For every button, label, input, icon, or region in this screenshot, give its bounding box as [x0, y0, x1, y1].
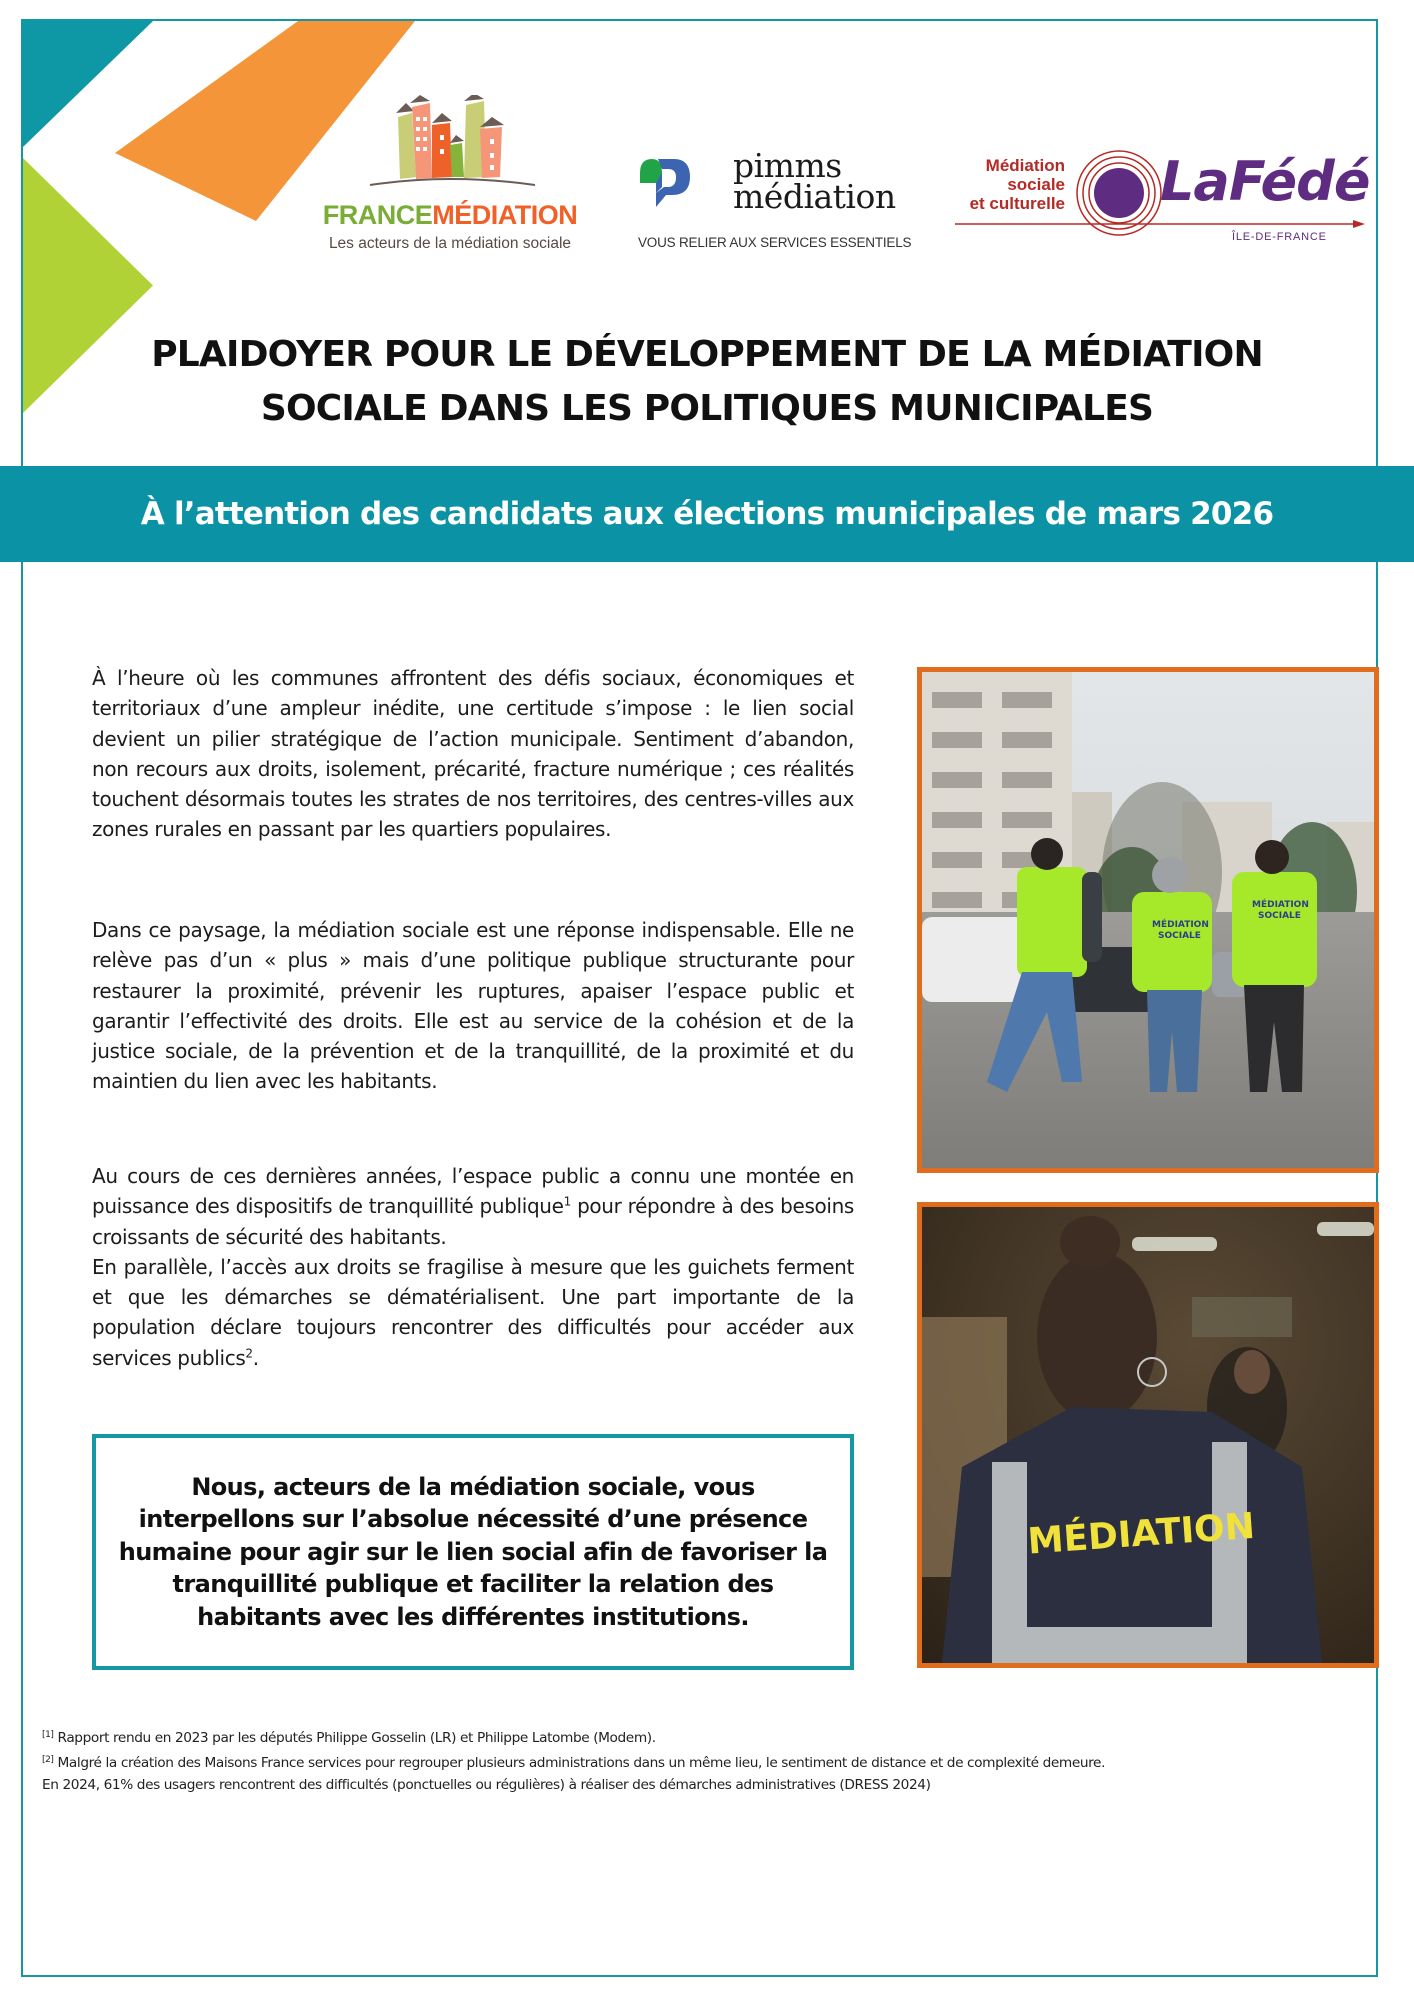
francemediation-tagline: Les acteurs de la médiation sociale	[328, 235, 572, 252]
vest-text-4: SOCIALE	[1258, 911, 1301, 921]
intro-paragraph: À l’heure où les communes affrontent des défis sociaux, économiques et territoriaux d’une ampleur inédite, une certitude s’impose : le lien social devient un pilier stratégique de l’action municipale. Sentiment d’abandon, non recours aux droits, isolement, précarité, fracture numérique ; ces réalités touchent désormais toutes les strates de nos territoires, des centres-villes aux zones rurales en passant par les quartiers populaires.	[92, 666, 854, 842]
mediator-back-image	[922, 1207, 1374, 1663]
callout-text: Nous, acteurs de la médiation sociale, vous interpellons sur l’absolue nécessité d’une présence humaine pour agir sur le lien social afin de favoriser la tranquillité publique et faciliter la relation des habitants avec les différentes institutions.	[118, 1472, 828, 1631]
lafede-wordmark: LaFédé	[1160, 150, 1370, 213]
francemediation-logo	[300, 95, 600, 255]
page-title: PLAIDOYER POUR LE DÉVELOPPEMENT DE LA MÉDIATION SOCIALE DANS LES POLITIQUES MUNICIPALES	[151, 334, 1263, 429]
pimms-tagline: VOUS RELIER AUX SERVICES ESSENTIELS	[638, 235, 912, 250]
footnotes	[42, 1724, 1382, 1796]
photo-mediator-vest	[917, 1202, 1379, 1668]
footnote-ref-2[interactable]: 2	[245, 1346, 253, 1361]
photo-mediators-walking	[917, 667, 1379, 1173]
banner-text: À l’attention des candidats aux élections municipales de mars 2026	[140, 496, 1274, 532]
vest-text-3: MÉDIATION	[1252, 900, 1309, 910]
francemediation-wordmark: FRANCEMÉDIATION	[322, 200, 578, 230]
footnote-1: [1] Rapport rendu en 2023 par les députés Philippe Gosselin (LR) et Philippe Latombe (Modem).	[42, 1730, 656, 1746]
mediation-paragraph: Dans ce paysage, la médiation sociale est une réponse indispensable. Elle ne relève pas d’un « plus » mais d’une politique publique structurante pour restaurer la proximité, prévenir les ruptures, apaiser l’espace public et garantir l’effectivité des droits. Elle est au service de la cohésion et de la justice sociale, de la prévention et de la tranquillité, de la proximité et du maintien du lien avec les habitants.	[92, 918, 854, 1094]
footnote-2-continued: En 2024, 61% des usagers rencontrent des difficultés (ponctuelles ou régulières) à réaliser des démarches administratives (DRESS 2024)	[42, 1777, 931, 1793]
pimms-wordmark: pimms médiation	[733, 146, 896, 216]
lafede-region: ÎLE-DE-FRANCE	[1232, 231, 1327, 243]
vest-text-1: MÉDIATION	[1152, 920, 1209, 930]
footnote-ref-1[interactable]: 1	[563, 1194, 571, 1209]
pimms-mediation-logo	[638, 146, 938, 260]
callout-box	[92, 1434, 854, 1670]
lafede-logo	[955, 148, 1370, 258]
street-scene-image	[922, 672, 1374, 1168]
context-paragraph: Au cours de ces dernières années, l’espace public a connu une montée en puissance des dispositifs de tranquillité publique$^1$ pour répondre à des besoins croissants de sécurité des habitants. En parallèle, l’accès aux droits se fragilise à mesure que les guichets ferment et que les démarches se dématérialisent. Une part importante de la population déclare toujours rencontrer des difficultés pour accéder aux services publics$^2$.	[92, 1164, 855, 1370]
lafede-arrow-icon	[955, 218, 1365, 230]
vest-mediation-text: MÉDIATION	[1026, 1505, 1257, 1563]
vest-text-2: SOCIALE	[1158, 931, 1201, 941]
lafede-circle-icon	[1072, 148, 1167, 248]
buildings-icon	[360, 95, 540, 190]
pimms-speech-bubble-icon	[640, 155, 690, 213]
audience-banner	[0, 466, 1414, 562]
lafede-subtitle: Médiation sociale et culturelle	[969, 156, 1065, 213]
footnote-2: [2] Malgré la création des Maisons France services pour regrouper plusieurs administrations dans un même lieu, le sentiment de distance et de complexité demeure.	[42, 1755, 1106, 1771]
